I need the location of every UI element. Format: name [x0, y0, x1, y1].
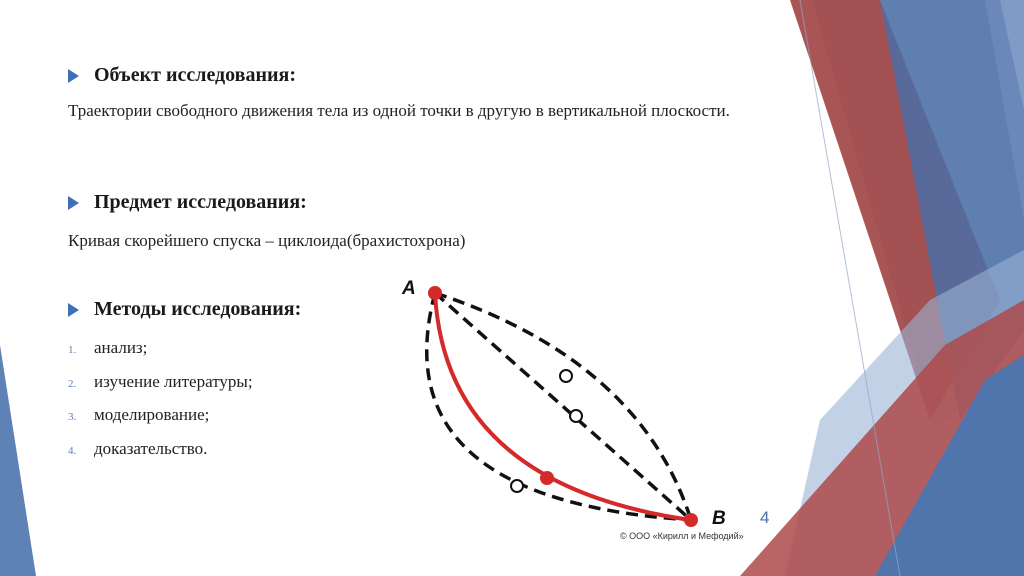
- subject-heading: [68, 191, 307, 214]
- subject-heading-text: Предмет исследования:: [94, 191, 307, 213]
- point-a: [428, 286, 442, 300]
- list-item: [68, 338, 147, 358]
- marker-hollow: [560, 370, 572, 382]
- list-item-number: 4.: [68, 445, 77, 457]
- list-item-label: анализ;: [94, 338, 148, 357]
- list-item: [68, 372, 253, 392]
- methods-heading-text: Методы исследования:: [94, 298, 302, 320]
- point-b-label: B: [712, 508, 726, 529]
- page-number: 4: [760, 508, 770, 527]
- list-item-label: доказательство.: [94, 439, 208, 458]
- list-item-label: изучение литературы;: [94, 372, 253, 391]
- object-heading: [68, 64, 296, 87]
- point-a-label: A: [402, 278, 416, 299]
- list-item-label: моделирование;: [94, 405, 210, 424]
- arrow-bullet-icon: [68, 303, 79, 317]
- subject-description: Кривая скорейшего спуска – циклоида(брахистохрона): [68, 231, 466, 250]
- point-b: [684, 513, 698, 527]
- list-item-number: 2.: [68, 378, 77, 390]
- list-item: [68, 405, 209, 425]
- marker-hollow: [570, 410, 582, 422]
- object-description: Траектории свободного движения тела из одной точки в другую в вертикальной плоскости.: [68, 101, 730, 120]
- list-item-number: 1.: [68, 344, 77, 356]
- brachistochrone-diagram: [400, 270, 740, 550]
- marker-hollow: [511, 480, 523, 492]
- arrow-bullet-icon: [68, 196, 79, 210]
- methods-heading: [68, 298, 301, 321]
- list-item: [68, 439, 207, 459]
- object-heading-text: Объект исследования:: [94, 64, 297, 86]
- image-credit: © ООО «Кирилл и Мефодий»: [620, 531, 744, 541]
- list-item-number: 3.: [68, 411, 77, 423]
- marker-red: [540, 471, 554, 485]
- arrow-bullet-icon: [68, 69, 79, 83]
